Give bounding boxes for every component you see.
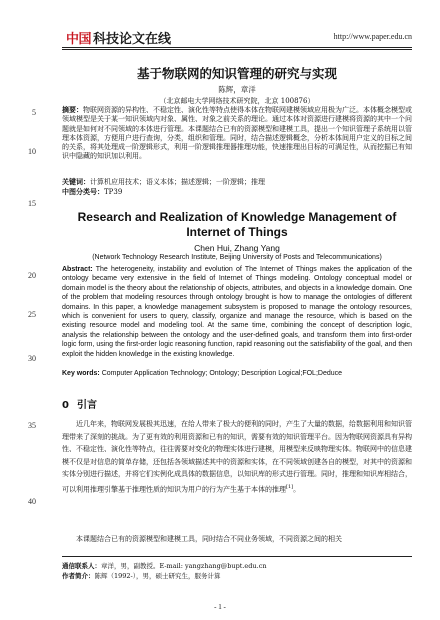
header-url: http://www.paper.edu.cn bbox=[333, 32, 412, 41]
keywords-cn bbox=[62, 177, 412, 187]
line-number: 15 bbox=[28, 199, 36, 208]
authors-cn: 陈辉，章洋 bbox=[218, 85, 256, 94]
footnote-rule bbox=[62, 556, 412, 557]
abstract-label-cn: 摘要： bbox=[62, 106, 83, 114]
classification-code: TP39 bbox=[104, 188, 123, 196]
line-number: 35 bbox=[28, 421, 36, 430]
abstract-cn bbox=[62, 106, 412, 162]
body-paragraph bbox=[62, 418, 412, 496]
footnote-contact bbox=[62, 561, 412, 570]
logo-mark: 中国 bbox=[66, 31, 92, 47]
page-number: - 1 - bbox=[214, 603, 226, 611]
body-text-end: 。 bbox=[293, 485, 301, 494]
contact-label: 通信联系人： bbox=[62, 562, 101, 570]
body-paragraph bbox=[62, 533, 412, 545]
authors-en: Chen Hui, Zhang Yang bbox=[194, 243, 280, 253]
keywords-text-cn: 计算机应用技术；语义本体；描述逻辑；一阶逻辑；推理 bbox=[90, 178, 265, 186]
affiliation-en: (Network Technology Research Institute, Beijing University of Posts and Telecommunications) bbox=[92, 254, 382, 261]
classification-cn bbox=[62, 187, 412, 197]
keywords-label-en: Key words: bbox=[62, 370, 100, 377]
paper-title-en: Research and Realization of Knowledge Management of Internet of Things bbox=[77, 210, 397, 239]
header-rule-thin bbox=[62, 49, 412, 50]
section-number: 0 bbox=[62, 400, 69, 411]
body-text: 本课题结合已有的资源模型和建模工具，同时结合不同业务领域，不同资源之间的相关 bbox=[76, 535, 342, 543]
body-text: 近几年来，物联网发展极其迅速，在给人带来了极大的便利的同时，产生了大量的数据，给数据利用和知识管理带来了深刻的挑战。为了更有效的利用资源和已有的知识，需要有效的知识管理平台。因为物联网资源具有异构性、不稳定性、演化性等特点，往往需要对变化的物理实体进行建模，用模型来反映物理实体。物联网中的信息建模不仅是对信息的简单存储，还包括各领域描述其中的资源和实体，在不同领域创建各自的模型，对其中的资源和实体分别进行描述，并将它们实例化成具体的数据信息，以知识库的形式进行管理。同时，推理和知识库相结合，可以利用推理引擎基于推理性质的知识为用户的行为产生基于本体的推理 bbox=[62, 420, 412, 494]
footnote-author bbox=[62, 571, 412, 580]
classification-label: 中图分类号： bbox=[62, 188, 104, 196]
keywords-label-cn: 关键词： bbox=[62, 178, 90, 186]
line-number: 25 bbox=[28, 310, 36, 319]
line-number: 40 bbox=[28, 497, 36, 506]
line-number: 30 bbox=[28, 354, 36, 363]
author-bio-text: 陈辉（1992-），男，硕士研究生，服务计算 bbox=[94, 572, 221, 580]
contact-text: 章洋，男，副教授。E-mail: yangzhang@bupt.edu.cn bbox=[101, 562, 267, 570]
page-header bbox=[0, 0, 440, 47]
keywords-text-en: Computer Application Technology; Ontology; Description Logical;FOL;Deduce bbox=[101, 370, 343, 377]
affiliation-cn: （北京邮电大学网络技术研究院，北京 100876） bbox=[159, 97, 315, 105]
section-heading bbox=[62, 396, 412, 411]
abstract-text-cn: 物联网资源的异构性、不稳定性、演化性等特点使得本体在物联网建模领域应用极为广泛。本体概念模型或领域模型是关于某一知识领域内对象、属性、对象之前关系的理论。通过本体对资源进行建模将资源的其中一个问题就是如何对不同领域的本体进行管理。本课题结合已有的资源模型和建模工具，提出一个知识管理子系统用以管理本体资源，方便用户进行查询，分类，组织和管理。同时，结合描述逻辑概念，分析本体间用户定义的目标之间的关系，将其处理成一阶逻辑形式，利用一阶逻辑推理器推理功能，快速推理出目标的可满足性，从而挖掘已有知识中隐藏的知识加以利用。 bbox=[62, 106, 412, 161]
section-title: 引言 bbox=[76, 400, 97, 411]
keywords-en bbox=[62, 370, 412, 377]
header-rule bbox=[62, 47, 412, 48]
line-number: 10 bbox=[28, 147, 36, 156]
abstract-en bbox=[62, 265, 412, 359]
logo-text: 科技论文在线 bbox=[93, 31, 172, 47]
abstract-text-en: The heterogeneity, instability and evolution of The Internet of Things makes the application of the ontology became very extensive in the field of Internet of Things modeling. Ontology conceptual model or domain model is the theory about the relationship of objects, attributes, and objects in a knowledge domain. One of the problem that modeling resources through ontology brought is how to manage the ontologies of different domains. In this paper, a knowledge management subsystem is proposed to manage the ontology resources, which is convenient for users to query, classify, organize and manage the resource, which is based on the existing resource model and modeling tool. At the same time, combining the concept of description logic, analysis the relationship between the ontology and the user-defined goals, and transform them into first-order logic form, using the first-order logic reasoning function, rapid reasoning out the satisfiability of the goal, and then exploit the hidden knowledge in the existing knowledge. bbox=[62, 266, 412, 358]
author-bio-label: 作者简介： bbox=[62, 572, 95, 580]
line-number: 20 bbox=[28, 271, 36, 280]
citation-ref[interactable]: [1] bbox=[286, 483, 294, 490]
paper-title-cn: 基于物联网的知识管理的研究与实现 bbox=[136, 66, 337, 81]
abstract-label-en: Abstract: bbox=[62, 266, 93, 273]
site-logo bbox=[66, 28, 171, 46]
line-number: 5 bbox=[32, 108, 36, 117]
